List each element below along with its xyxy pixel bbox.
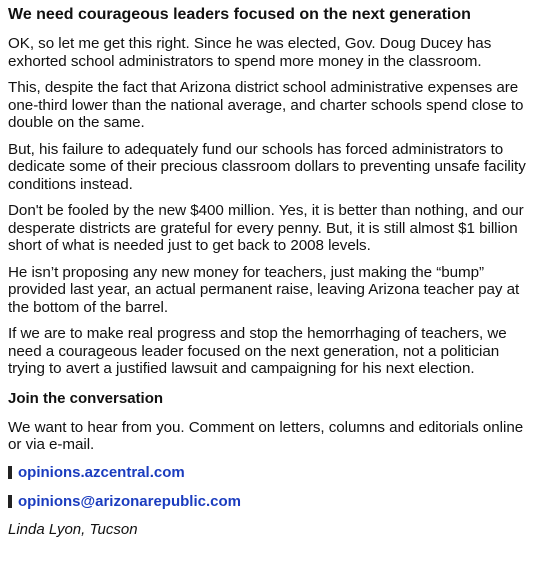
article-title: We need courageous leaders focused on the next generation	[8, 6, 471, 23]
link-item	[8, 492, 532, 512]
author-signature: Linda Lyon, Tucson	[8, 520, 138, 538]
link-item	[8, 463, 532, 483]
conversation-text: We want to hear from you. Comment on letters, columns and editorials online or via e-mail.	[8, 418, 524, 453]
paragraph: But, his failure to adequately fund our schools has forced administrators to dedicate some of their precious classroom dollars to preventing unsafe facility conditions instead.	[8, 140, 526, 193]
bullet-bar-icon	[8, 495, 12, 508]
paragraph: This, despite the fact that Arizona district school administrative expenses are one-third lower than the national average, and charter schools spend close to double on the same.	[8, 79, 524, 131]
bullet-bar-icon	[8, 466, 12, 479]
paragraph: He isn’t proposing any new money for teachers, just making the “bump” provided last year, an actual permanent raise, leaving Arizona teacher pay at the bottom of the barrel.	[8, 263, 520, 316]
paragraph: If we are to make real progress and stop the hemorrhaging of teachers, we need a courageous leader focused on the next generation, not a politician trying to avert a justified lawsuit and campaigning for his next election.	[8, 325, 507, 377]
opinions-website-link[interactable]: opinions.azcentral.com	[18, 463, 185, 481]
opinions-email-link[interactable]: opinions@arizonarepublic.com	[18, 492, 241, 510]
paragraph: Don't be fooled by the new $400 million. Yes, it is better than nothing, and our desperate districts are grateful for every penny. But, it is still almost $1 billion short of what is needed just to get back to 2008 levels.	[8, 202, 524, 254]
paragraph: OK, so let me get this right. Since he was elected, Gov. Doug Ducey has exhorted school administrators to spend more money in the classroom.	[8, 35, 492, 70]
conversation-heading: Join the conversation	[8, 389, 164, 407]
